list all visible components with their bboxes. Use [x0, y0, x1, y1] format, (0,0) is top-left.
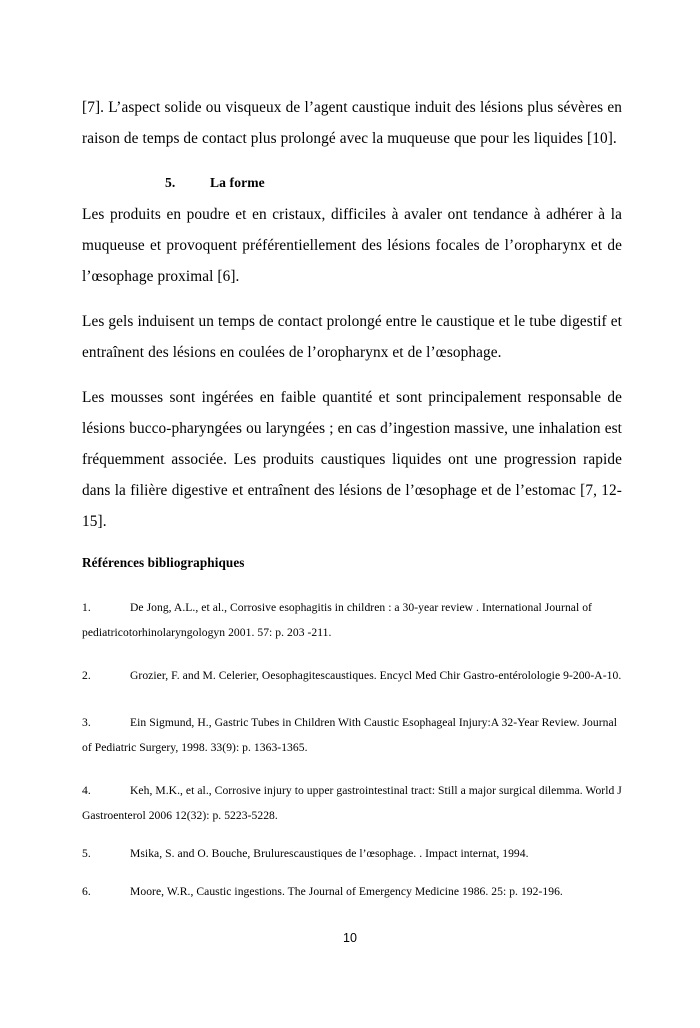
- reference-item: [82, 778, 622, 828]
- reference-number: 4.: [82, 784, 91, 797]
- paragraph-mousses: Les mousses sont ingérées en faible quantité et sont principalement responsable de lésions bucco-pharyngées ou laryngées ; en cas d’ingestion massive, une inhalation est fréquemment associée. Les produits caustiques liquides ont une progression rapide dans la filière digestive et entraînent des lésions de l’œsophage et de l’estomac [7, 12-15].: [82, 389, 622, 530]
- spacer: [82, 688, 622, 710]
- reference-number: 5.: [82, 847, 91, 860]
- reference-number: 6.: [82, 885, 91, 898]
- section-heading-number: 5.: [165, 175, 176, 190]
- reference-item: [82, 879, 622, 904]
- spacer: [82, 866, 622, 879]
- section-heading-title: La forme: [210, 175, 265, 190]
- reference-number: 2.: [82, 669, 91, 682]
- reference-item: [82, 841, 622, 866]
- paragraph-produits-poudre: Les produits en poudre et en cristaux, difficiles à avaler ont tendance à adhérer à la muqueuse et provoquent préférentiellement des lésions focales de l’oropharynx et de l’œsophage proximal [6].: [82, 206, 622, 285]
- reference-text: Moore, W.R., Caustic ingestions. The Journal of Emergency Medicine 1986. 25: p. 192-196.: [130, 885, 563, 898]
- spacer: [82, 645, 622, 663]
- paragraph-intro: [7]. L’aspect solide ou visqueux de l’agent caustique induit des lésions plus sévères en raison de temps de contact plus prolongé avec la muqueuse que pour les liquides [10].: [82, 99, 622, 147]
- reference-number: 3.: [82, 716, 91, 729]
- reference-item: [82, 595, 622, 645]
- reference-number: 1.: [82, 601, 91, 614]
- reference-text: Grozier, F. and M. Celerier, Oesophagitescaustiques. Encycl Med Chir Gastro-entérolologie 9-200-A-10.: [130, 669, 622, 682]
- spacer: [82, 573, 622, 595]
- paragraph-gels: Les gels induisent un temps de contact prolongé entre le caustique et le tube digestif et entraînent des lésions en coulées de l’oropharynx et de l’œsophage.: [82, 313, 622, 361]
- reference-text: Keh, M.K., et al., Corrosive injury to upper gastrointestinal tract: Still a major surgical dilemma. World J Gastroenterol 2006 12(32): p. 5223-5228.: [82, 784, 622, 822]
- reference-item: [82, 663, 622, 688]
- page-number: 10: [343, 931, 357, 945]
- references-heading: Références bibliographiques: [82, 555, 245, 570]
- reference-text: Ein Sigmund, H., Gastric Tubes in Children With Caustic Esophageal Injury:A 32-Year Review. Journal of Pediatric Surgery, 1998. 33(9): p. 1363-1365.: [82, 716, 617, 754]
- reference-item: [82, 710, 622, 760]
- reference-text: De Jong, A.L., et al., Corrosive esophagitis in children : a 30-year review . International Journal of pediatricotorhinolaryngologyn 2001. 57: p. 203 -211.: [82, 601, 592, 639]
- spacer: [82, 828, 622, 841]
- spacer: [82, 760, 622, 778]
- reference-text: Msika, S. and O. Bouche, Brulurescaustiques de l’œsophage. . Impact internat, 1994.: [130, 847, 529, 860]
- references-list: [82, 573, 622, 904]
- page-content: [82, 92, 622, 904]
- section-heading-la-forme: [82, 167, 622, 198]
